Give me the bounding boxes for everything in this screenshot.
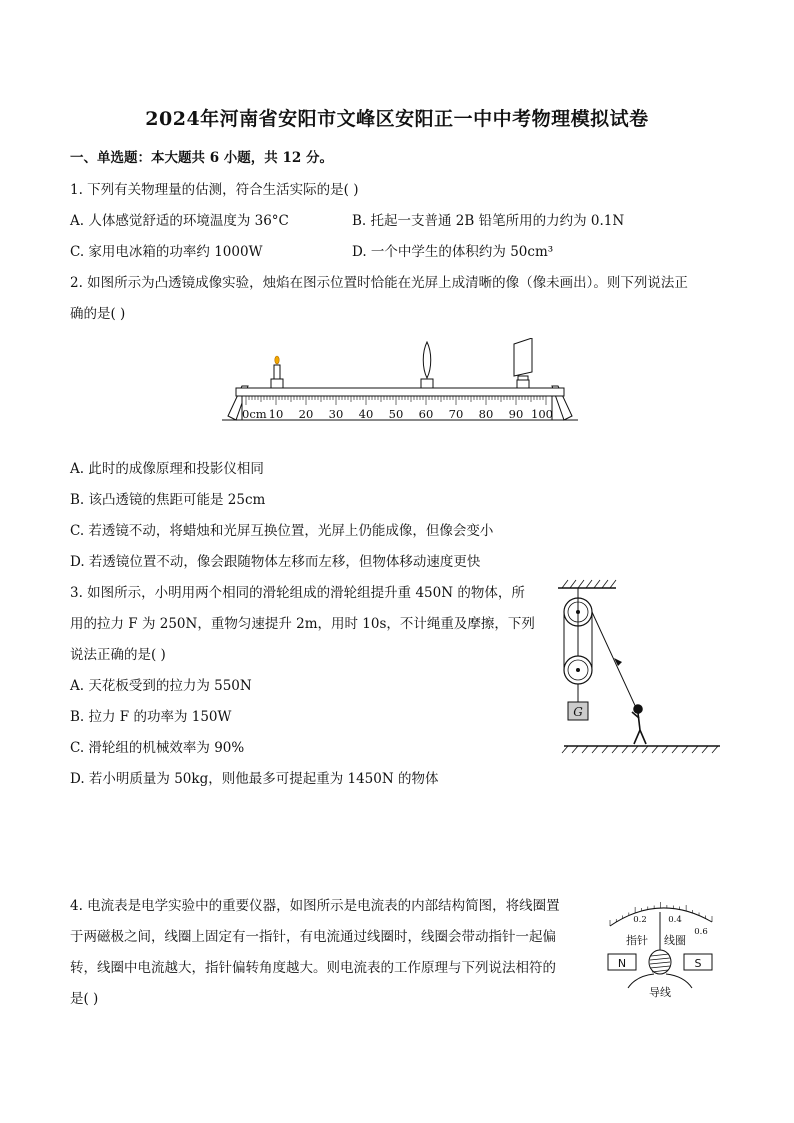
q1-option-c: C. 家用电冰箱的功率约 1000W xyxy=(70,244,263,260)
ruler-label: 40 xyxy=(358,407,374,421)
q2-option-a: A. 此时的成像原理和投影仪相同 xyxy=(70,461,264,477)
q3-stem-line2: 用的拉力 F 为 250N，重物匀速提升 2m，用时 10s，不计绳重及摩擦，下列 xyxy=(70,616,535,632)
q3-option-a: A. 天花板受到的拉力为 550N xyxy=(70,678,252,694)
ammeter-figure xyxy=(598,892,722,1004)
page-title: 2024年河南省安阳市文峰区安阳正一中中考物理模拟试卷 xyxy=(145,108,649,130)
pulley-figure xyxy=(556,578,722,754)
label-coil: 线圈 xyxy=(664,934,686,947)
person-pulling xyxy=(632,705,646,744)
q2-option-b: B. 该凸透镜的焦距可能是 25cm xyxy=(70,492,266,508)
ruler-label: 80 xyxy=(478,407,494,421)
weight-label: G xyxy=(573,705,583,719)
q2-option-d: D. 若透镜位置不动，像会跟随物体左移而左移，但物体移动速度更快 xyxy=(70,554,481,570)
optical-bench-figure xyxy=(220,338,580,428)
q4-stem-line1: 4. 电流表是电学实验中的重要仪器，如图所示是电流表的内部结构简图，将线圈置 xyxy=(70,898,560,914)
ruler-label: 50 xyxy=(388,407,404,421)
scale-label: 0.6 xyxy=(694,927,708,937)
light-screen xyxy=(514,338,532,388)
scale-label: 0.2 xyxy=(633,915,647,925)
scale-ticks xyxy=(610,902,712,926)
ruler-label: 70 xyxy=(448,407,464,421)
ruler-label: 30 xyxy=(328,407,344,421)
pole-s: S xyxy=(694,957,702,970)
q3-stem-line3: 说法正确的是( ) xyxy=(70,647,166,663)
candle xyxy=(271,356,283,388)
ruler-label: 100 xyxy=(531,407,553,421)
ruler-label: 0cm xyxy=(242,407,267,421)
ruler-label: 90 xyxy=(508,407,524,421)
ruler-label: 20 xyxy=(298,407,314,421)
label-wire: 导线 xyxy=(649,986,671,999)
q3-stem-line1: 3. 如图所示，小明用两个相同的滑轮组成的滑轮组提升重 450N 的物体，所 xyxy=(70,585,525,601)
q2-stem-line2: 确的是( ) xyxy=(70,306,126,322)
scale-label: 0.4 xyxy=(668,915,682,925)
q2-stem-line1: 2. 如图所示为凸透镜成像实验，烛焰在图示位置时恰能在光屏上成清晰的像（像未画出）。则下列说法正 xyxy=(70,275,688,291)
pole-n: N xyxy=(617,957,627,970)
ruler-label: 10 xyxy=(268,407,284,421)
q3-option-c: C. 滑轮组的机械效率为 90% xyxy=(70,740,245,756)
q2-option-c: C. 若透镜不动，将蜡烛和光屏互换位置，光屏上仍能成像，但像会变小 xyxy=(70,523,494,539)
q1-option-d: D. 一个中学生的体积约为 50cm³ xyxy=(352,244,554,260)
label-pointer: 指针 xyxy=(626,934,648,947)
ruler-label: 60 xyxy=(418,407,434,421)
q1-option-a: A. 人体感觉舒适的环境温度为 36°C xyxy=(70,213,289,229)
section-heading: 一、单选题：本大题共 6 小题，共 12 分。 xyxy=(70,150,333,166)
q3-option-b: B. 拉力 F 的功率为 150W xyxy=(70,709,232,725)
convex-lens xyxy=(421,342,433,388)
q3-option-d: D. 若小明质量为 50kg，则他最多可提起重为 1450N 的物体 xyxy=(70,771,439,787)
q1-option-b: B. 托起一支普通 2B 铅笔所用的力约为 0.1N xyxy=(352,213,625,229)
q1-stem: 1. 下列有关物理量的估测，符合生活实际的是( ) xyxy=(70,182,359,198)
q4-stem-line3: 转，线圈中电流越大，指针偏转角度越大。则电流表的工作原理与下列说法相符的 xyxy=(70,960,556,976)
q4-stem-line4: 是( ) xyxy=(70,991,99,1007)
q4-stem-line2: 于两磁极之间，线圈上固定有一指针，有电流通过线圈时，线圈会带动指针一起偏 xyxy=(70,929,556,945)
